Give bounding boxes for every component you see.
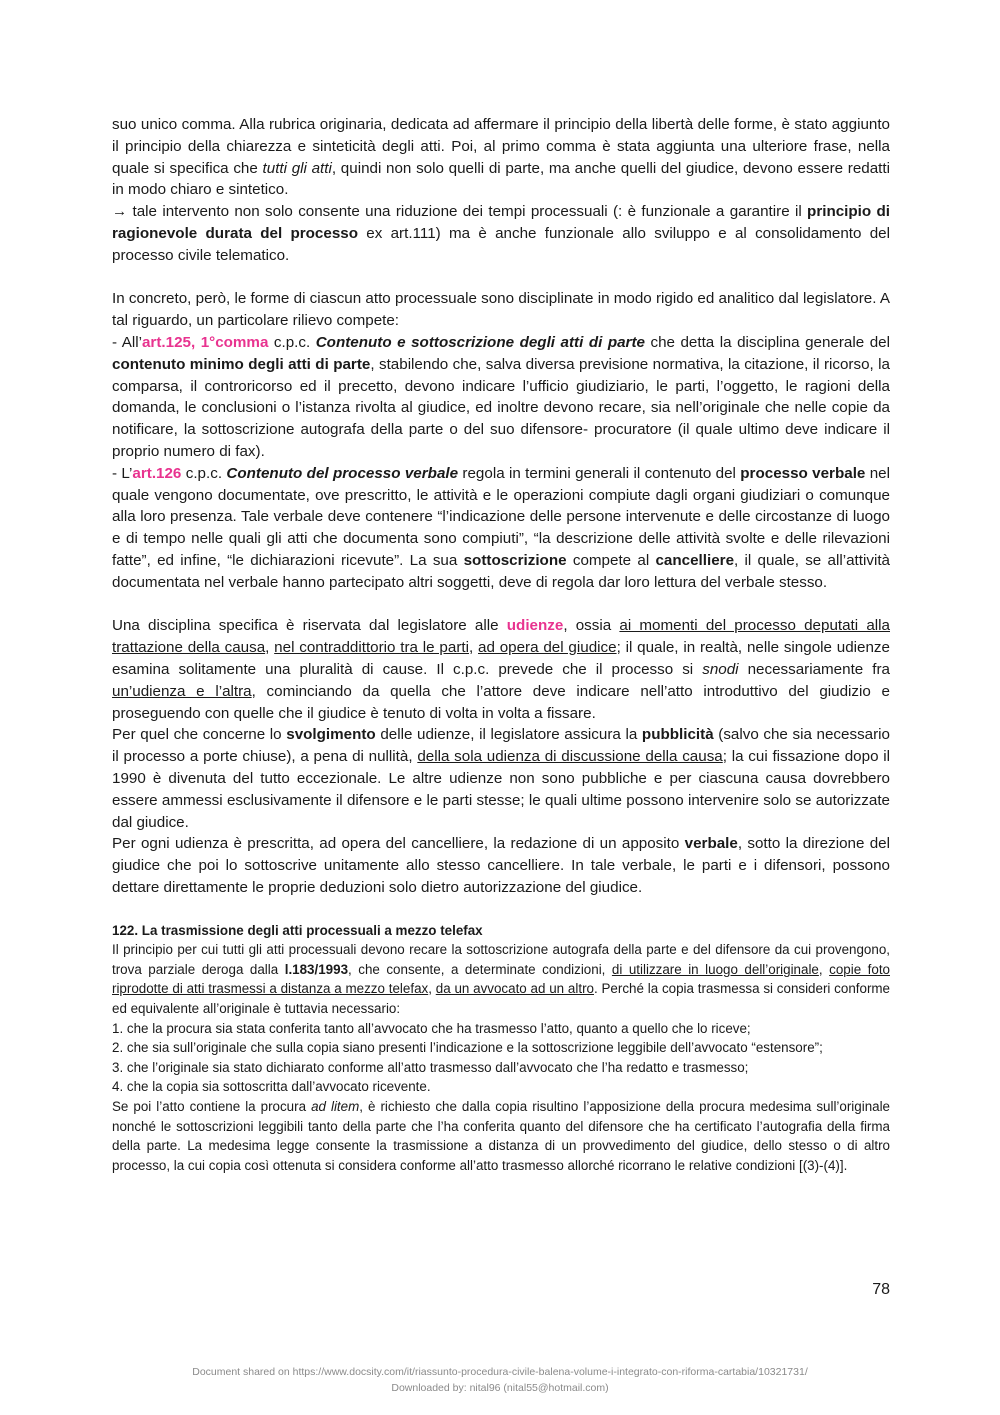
paragraph: suo unico comma. Alla rubrica originaria, dedicata ad affermare il principio della libertà delle forme, è stato aggiunto il principio della chiarezza e sinteticità degli atti. Poi, al primo comma è stata aggiunta una ulteriore frase, nella quale si specifica che tutti gli atti, quindi non solo quelli di parte, ma anche quelli del giudice, devono essere redatti in modo chiaro e sintetico.	[112, 116, 890, 199]
paragraph: In concreto, però, le forme di ciascun atto processuale sono disciplinate in modo rigido ed analitico dal legislatore. A tal riguardo, un particolare rilievo compete:	[112, 290, 890, 330]
list-item: 1. che la procura sia stata conferita tanto all’avvocato che ha trasmesso l’atto, quanto a quello che lo riceve;	[112, 1020, 751, 1036]
paragraph-art125: - All’art.125, 1°comma c.p.c. Contenuto e sottoscrizione degli atti di parte che detta la disciplina generale del contenuto minimo degli atti di parte, stabilendo che, salva diversa previsione normativa, la citazione, il ricorso, la comparsa, il controricorso ed il precetto, devono indicare l’ufficio giudiziario, le parti, l’oggetto, le ragioni della domanda, le conclusioni o l’istanza rivolta al giudice, ed inoltre devono recare, sia nell’originale che nelle copie da notificare, la sottoscrizione autografa della parte o del suo difensore- procuratore (il quale ultimo deve indicare il proprio numero di fax).	[112, 333, 890, 460]
paragraph-art126: - L’art.126 c.p.c. Contenuto del processo verbale regola in termini generali il contenuto del processo verbale nel quale vengono documentate, ove prescritto, le attività e le operazioni compiute dagli organi giudiziari o comunque alla loro presenza. Tale verbale deve contenere “l’indicazione delle persone intervenute e delle circostanze di luogo e di tempo nelle quali gli atti che documenta sono compiuti”, “la descrizione delle attività svolte e delle rilevazioni fatte”, ed infine, “le dichiarazioni ricevute”. La sua sottoscrizione compete al cancelliere, il quale, se all’attività documentata nel verbale hanno partecipato altri soggetti, deve di regola dar loro lettura del verbale stesso.	[112, 464, 890, 591]
list-item: 4. che la copia sia sottoscritta dall’avvocato ricevente.	[112, 1079, 431, 1095]
paragraph-udienze: Una disciplina specifica è riservata dal legislatore alle udienze, ossia ai momenti del processo deputati alla trattazione della causa, nel contraddittorio tra le parti, ad opera del giudice; il quale, in realtà, nelle singole udienze esamina solitamente una pluralità di cause. Il c.p.c. prevede che il processo si snodi necessariamente fra un’udienza e l’altra, cominciando da quella che l’attore deve indicare nell’atto introduttivo del giudizio e proseguendo con quelle che il giudice è tenuto di volta in volta a fissare.	[112, 617, 890, 722]
article-ref: art.126	[132, 464, 182, 482]
section-heading: 122. La trasmissione degli atti processuali a mezzo telefax	[112, 922, 483, 938]
page-number: 78	[872, 1281, 890, 1298]
arrow-icon: →	[112, 203, 128, 221]
page-body	[112, 114, 890, 1175]
paragraph: Il principio per cui tutti gli atti processuali devono recare la sottoscrizione autografa della parte e del difensore da cui provengono, trova parziale deroga dalla l.183/1993, che consente, a determinate condizioni, di utilizzare in luogo dell’originale, copie foto riprodotte di atti trasmessi a distanza a mezzo telefax, da un avvocato ad un altro. Perché la copia trasmessa si consideri conforme ed equivalente all’originale è tuttavia necessario:	[112, 942, 891, 1017]
article-ref: art.125, 1°comma	[141, 333, 269, 351]
paragraph: Per quel che concerne lo svolgimento delle udienze, il legislatore assicura la pubblicità (salvo che sia necessario il processo a porte chiuse), a pena di nullità, della sola udienza di discussione della causa; la cui fissazione dopo il 1990 è divenuta del tutto eccezionale. Le altre udienze non sono pubbliche e per ciascuna causa dovrebbero essere ammessi esclusivamente il difensore e le parti stesse; le quali ultime possono intervenire solo se autorizzate dal giudice.	[112, 726, 891, 831]
paragraph: Per ogni udienza è prescritta, ad opera del cancelliere, la redazione di un apposito verbale, sotto la direzione del giudice che poi lo sottoscrive unitamente allo stesso cancelliere. In tale verbale, le parti e i difensori, possono dettare direttamente le proprie deduzioni solo dietro autorizzazione del giudice.	[112, 835, 890, 896]
footer-shared-link: Document shared on https://www.docsity.com/it/riassunto-procedura-civile-balena-volume-i-integrato-con-riforma-cartabia/10321731/	[192, 1366, 808, 1378]
list-item: 3. che l’originale sia stato dichiarato conforme all’atto trasmesso dall’avvocato che l’ha redatto e trasmesso;	[112, 1059, 749, 1075]
list-item: 2. che sia sull’originale che sulla copia siano presenti l’indicazione e la sottoscrizione leggibile dell’avvocato “estensore”;	[112, 1040, 823, 1056]
footer-downloaded-by: Downloaded by: nital96 (nital55@hotmail.com)	[391, 1382, 609, 1394]
paragraph: → tale intervento non solo consente una riduzione dei tempi processuali (: è funzionale a garantire il principio di ragionevole durata del processo ex art.111) ma è anche funzionale allo sviluppo e al consolidamento del processo civile telematico.	[112, 203, 891, 264]
keyword-highlight: udienze	[506, 617, 564, 635]
paragraph: Se poi l’atto contiene la procura ad litem, è richiesto che dalla copia risultino l’apposizione della procura medesima sull’originale nonché le sottoscrizioni leggibili tanto della parte che l’ha conferita quanto del difensore che ha certificato l’autografia della firma della parte. La medesima legge consente la trasmissione a distanza di un provvedimento del giudice, dello stesso o di altro processo, la cui copia così ottenuta si considera conforme all’atto trasmesso allorché ricorrano le relative condizioni [(3)-(4)].	[112, 1099, 891, 1173]
